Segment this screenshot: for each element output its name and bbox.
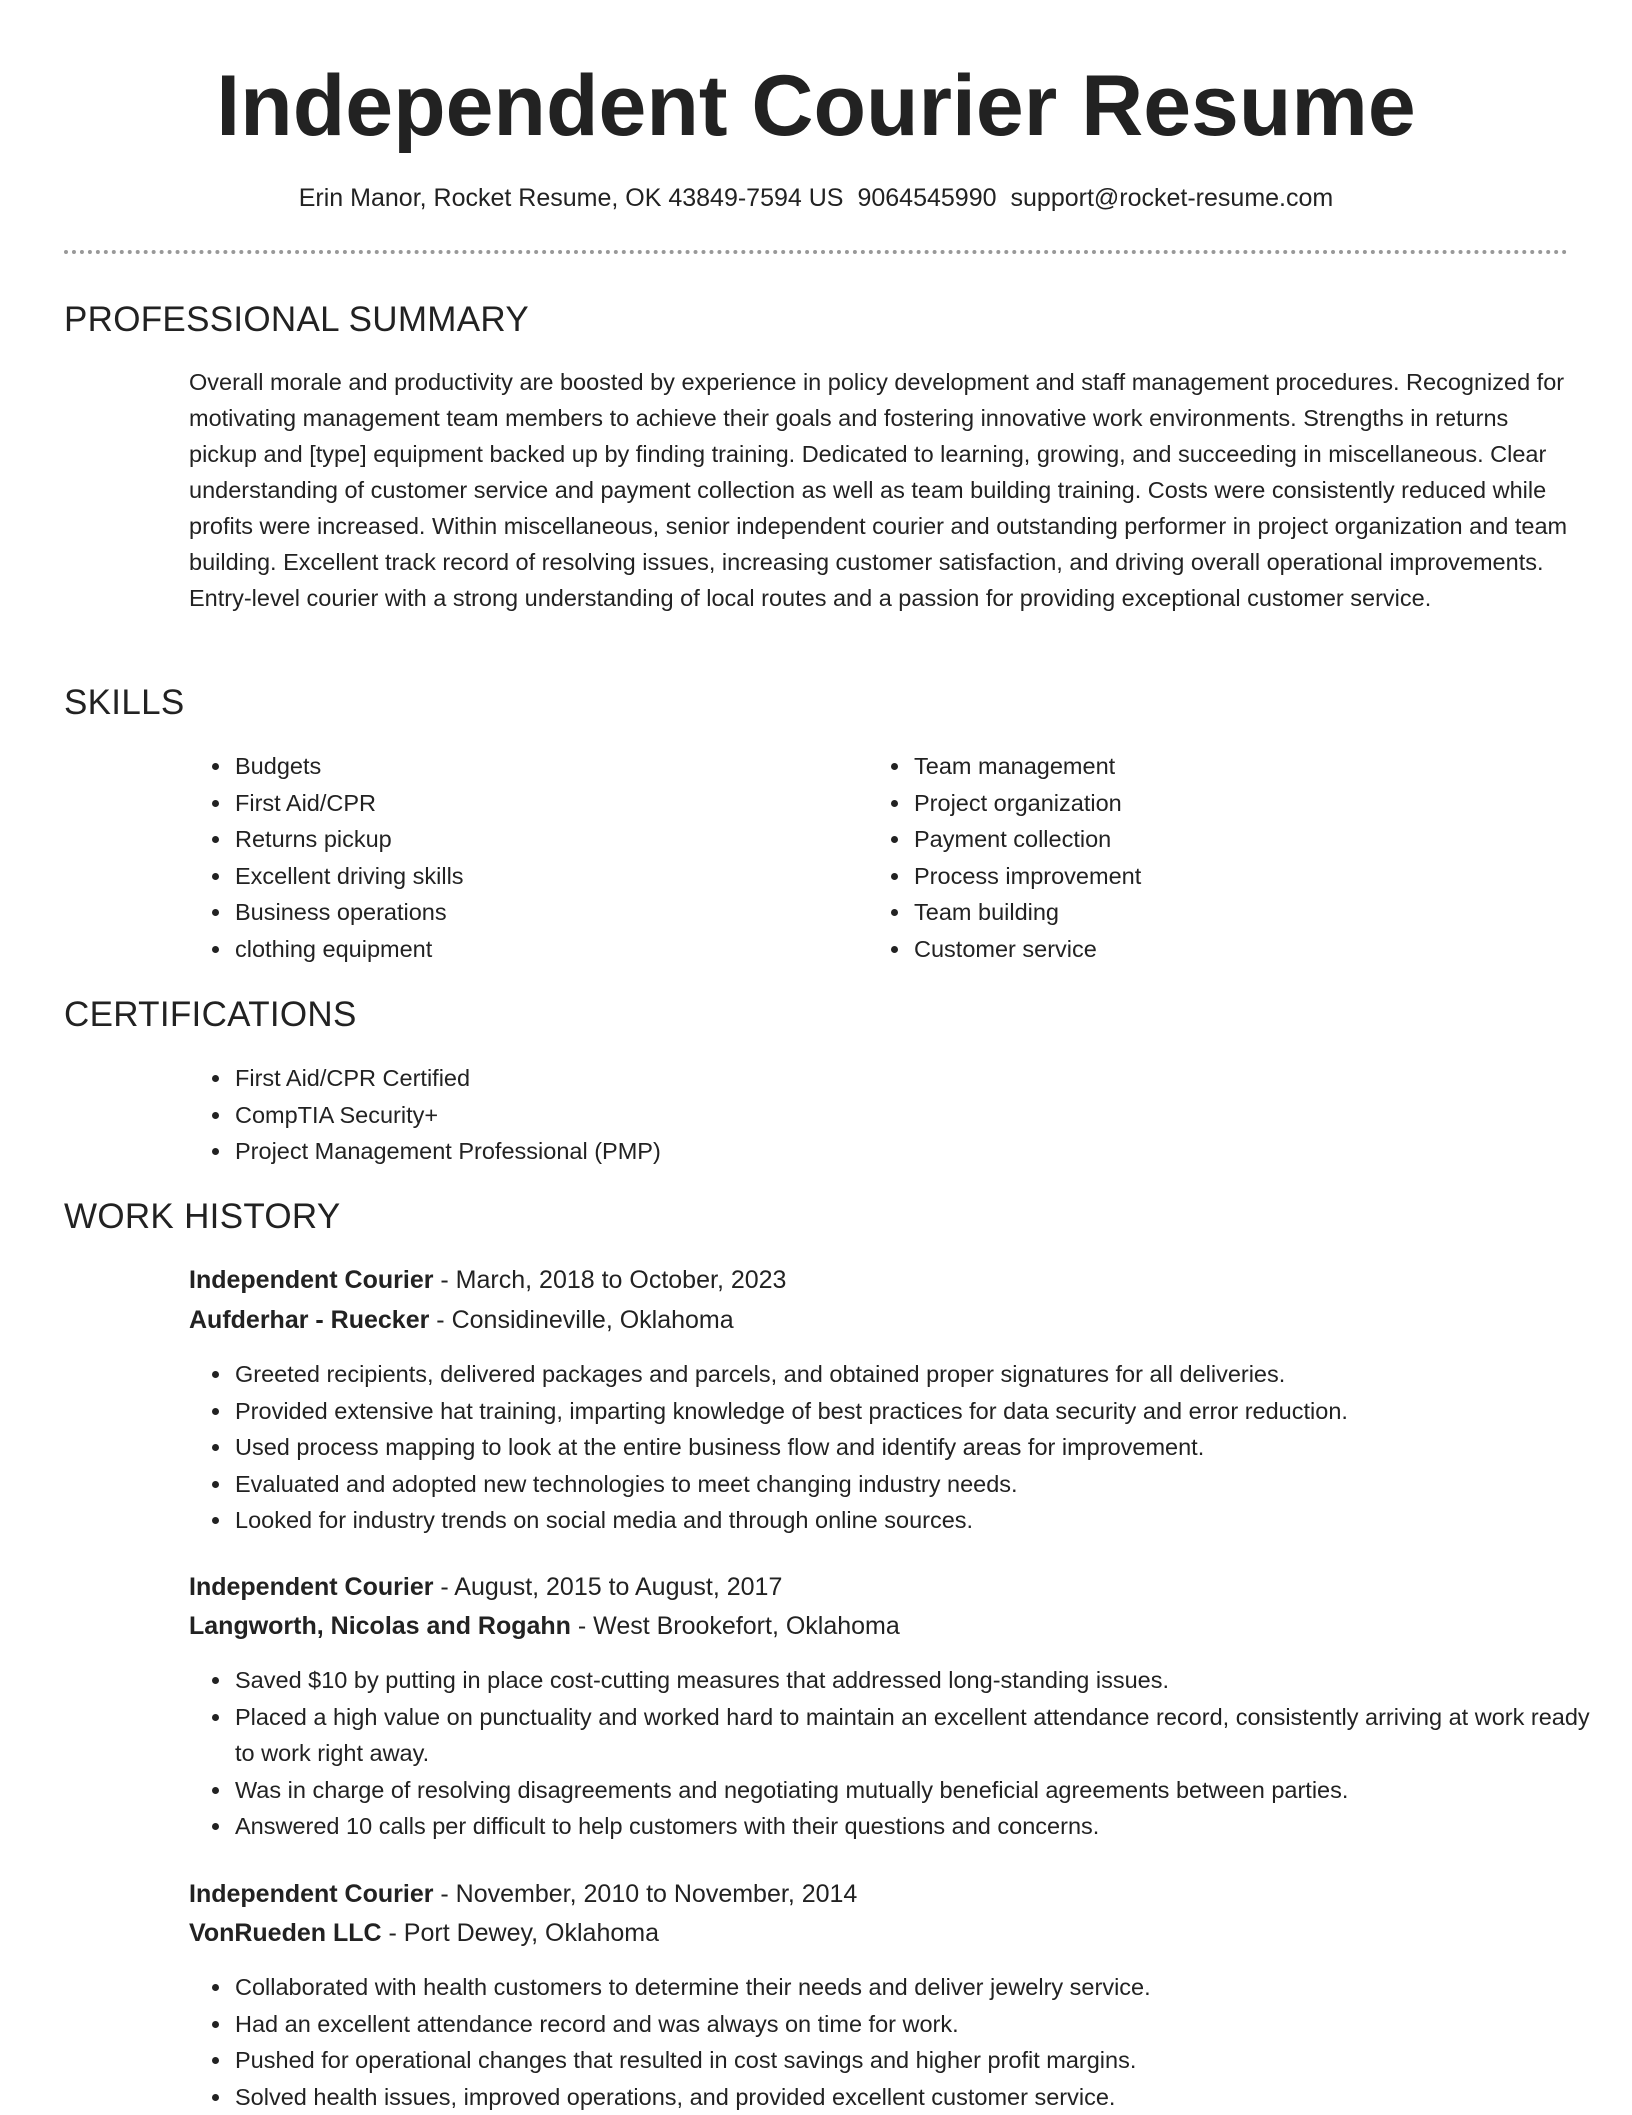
skill-item: • Team building bbox=[912, 894, 1472, 931]
job-bullet: • Used process mapping to look at the entire business flow and identify areas for improvement. bbox=[233, 1429, 1613, 1466]
section-title-summary: PROFESSIONAL SUMMARY bbox=[64, 298, 529, 342]
skill-item: • Team management bbox=[912, 748, 1472, 785]
job-dates: - March, 2018 to October, 2023 bbox=[433, 1266, 786, 1294]
job-bullet: • Was in charge of resolving disagreements and negotiating mutually beneficial agreements between parties. bbox=[233, 1772, 1613, 1809]
job-bullets bbox=[189, 1356, 1613, 1539]
certification-item: • First Aid/CPR Certified bbox=[233, 1060, 1433, 1097]
skill-item: • Excellent driving skills bbox=[233, 858, 793, 895]
contact-phone: 9064545990 bbox=[857, 184, 996, 212]
job-title-line bbox=[189, 1262, 786, 1298]
page-title: Independent Courier Resume bbox=[0, 56, 1632, 156]
skills-list-left bbox=[189, 748, 793, 967]
job-bullet: • Evaluated and adopted new technologies to meet changing industry needs. bbox=[233, 1466, 1613, 1503]
job-bullet: • Collaborated with health customers to determine their needs and deliver jewelry service. bbox=[233, 1969, 1613, 2006]
job-location: - Port Dewey, Oklahoma bbox=[382, 1919, 659, 1947]
skill-item: • Payment collection bbox=[912, 821, 1472, 858]
job-company: Langworth, Nicolas and Rogahn bbox=[189, 1612, 571, 1640]
job-dates: - August, 2015 to August, 2017 bbox=[433, 1573, 782, 1601]
job-title-line bbox=[189, 1876, 857, 1912]
job-location: - West Brookefort, Oklahoma bbox=[571, 1612, 900, 1640]
job-company-line bbox=[189, 1608, 900, 1644]
job-bullet: • Answered 10 calls per difficult to help customers with their questions and concerns. bbox=[233, 1808, 1613, 1845]
certification-item: • Project Management Professional (PMP) bbox=[233, 1133, 1433, 1170]
job-bullets bbox=[189, 1662, 1613, 1845]
certifications-list bbox=[189, 1060, 1433, 1170]
job-title: Independent Courier bbox=[189, 1573, 433, 1601]
skill-item: • Project organization bbox=[912, 785, 1472, 822]
job-title-line bbox=[189, 1569, 782, 1605]
contact-email: support@rocket-resume.com bbox=[1011, 184, 1334, 212]
skill-item: • Budgets bbox=[233, 748, 793, 785]
job-company-line bbox=[189, 1302, 734, 1338]
job-bullet: • Saved $10 by putting in place cost-cutting measures that addressed long-standing issues. bbox=[233, 1662, 1613, 1699]
skills-list-right bbox=[868, 748, 1472, 967]
job-bullet: • Had an excellent attendance record and was always on time for work. bbox=[233, 2006, 1613, 2043]
skill-item: • Business operations bbox=[233, 894, 793, 931]
job-location: - Considineville, Oklahoma bbox=[429, 1306, 733, 1334]
section-title-work-history: WORK HISTORY bbox=[64, 1195, 341, 1239]
job-bullets bbox=[189, 1969, 1613, 2115]
contact-address: Erin Manor, Rocket Resume, OK 43849-7594 US bbox=[299, 184, 844, 212]
section-title-certifications: CERTIFICATIONS bbox=[64, 993, 357, 1037]
job-bullet: • Looked for industry trends on social media and through online sources. bbox=[233, 1502, 1613, 1539]
job-bullet: • Solved health issues, improved operations, and provided excellent customer service. bbox=[233, 2079, 1613, 2115]
skill-item: • Returns pickup bbox=[233, 821, 793, 858]
job-bullet: • Pushed for operational changes that resulted in cost savings and higher profit margins. bbox=[233, 2042, 1613, 2079]
skill-item: • Customer service bbox=[912, 931, 1472, 968]
skill-item: • Process improvement bbox=[912, 858, 1472, 895]
job-bullet: • Placed a high value on punctuality and worked hard to maintain an excellent attendance record, consistently arriving at work ready to work right away. bbox=[233, 1699, 1613, 1772]
skill-item: • First Aid/CPR bbox=[233, 785, 793, 822]
job-company: Aufderhar - Ruecker bbox=[189, 1306, 429, 1334]
job-title: Independent Courier bbox=[189, 1266, 433, 1294]
header-divider bbox=[64, 250, 1568, 254]
section-title-skills: SKILLS bbox=[64, 681, 185, 725]
job-company: VonRueden LLC bbox=[189, 1919, 382, 1947]
skill-item: • clothing equipment bbox=[233, 931, 793, 968]
job-bullet: • Greeted recipients, delivered packages and parcels, and obtained proper signatures for all deliveries. bbox=[233, 1356, 1613, 1393]
job-title: Independent Courier bbox=[189, 1880, 433, 1908]
job-bullet: • Provided extensive hat training, imparting knowledge of best practices for data security and error reduction. bbox=[233, 1393, 1613, 1430]
certification-item: • CompTIA Security+ bbox=[233, 1097, 1433, 1134]
job-dates: - November, 2010 to November, 2014 bbox=[433, 1880, 857, 1908]
job-company-line bbox=[189, 1915, 659, 1951]
summary-text: Overall morale and productivity are boosted by experience in policy development and staff management procedures. Recognized for motivating management team members to achieve their goals and fostering innovative work environments. Strengths in returns pickup and [type] equipment backed up by finding training. Dedicated to learning, growing, and succeeding in miscellaneous. Clear understanding of customer service and payment collection as well as team building training. Costs were consistently reduced while profits were increased. Within miscellaneous, senior independent courier and outstanding performer in project organization and team building. Excellent track record of resolving issues, increasing customer satisfaction, and driving overall operational improvements. Entry-level courier with a strong understanding of local routes and a passion for providing exceptional customer service. bbox=[189, 364, 1569, 616]
contact-line bbox=[0, 178, 1632, 218]
